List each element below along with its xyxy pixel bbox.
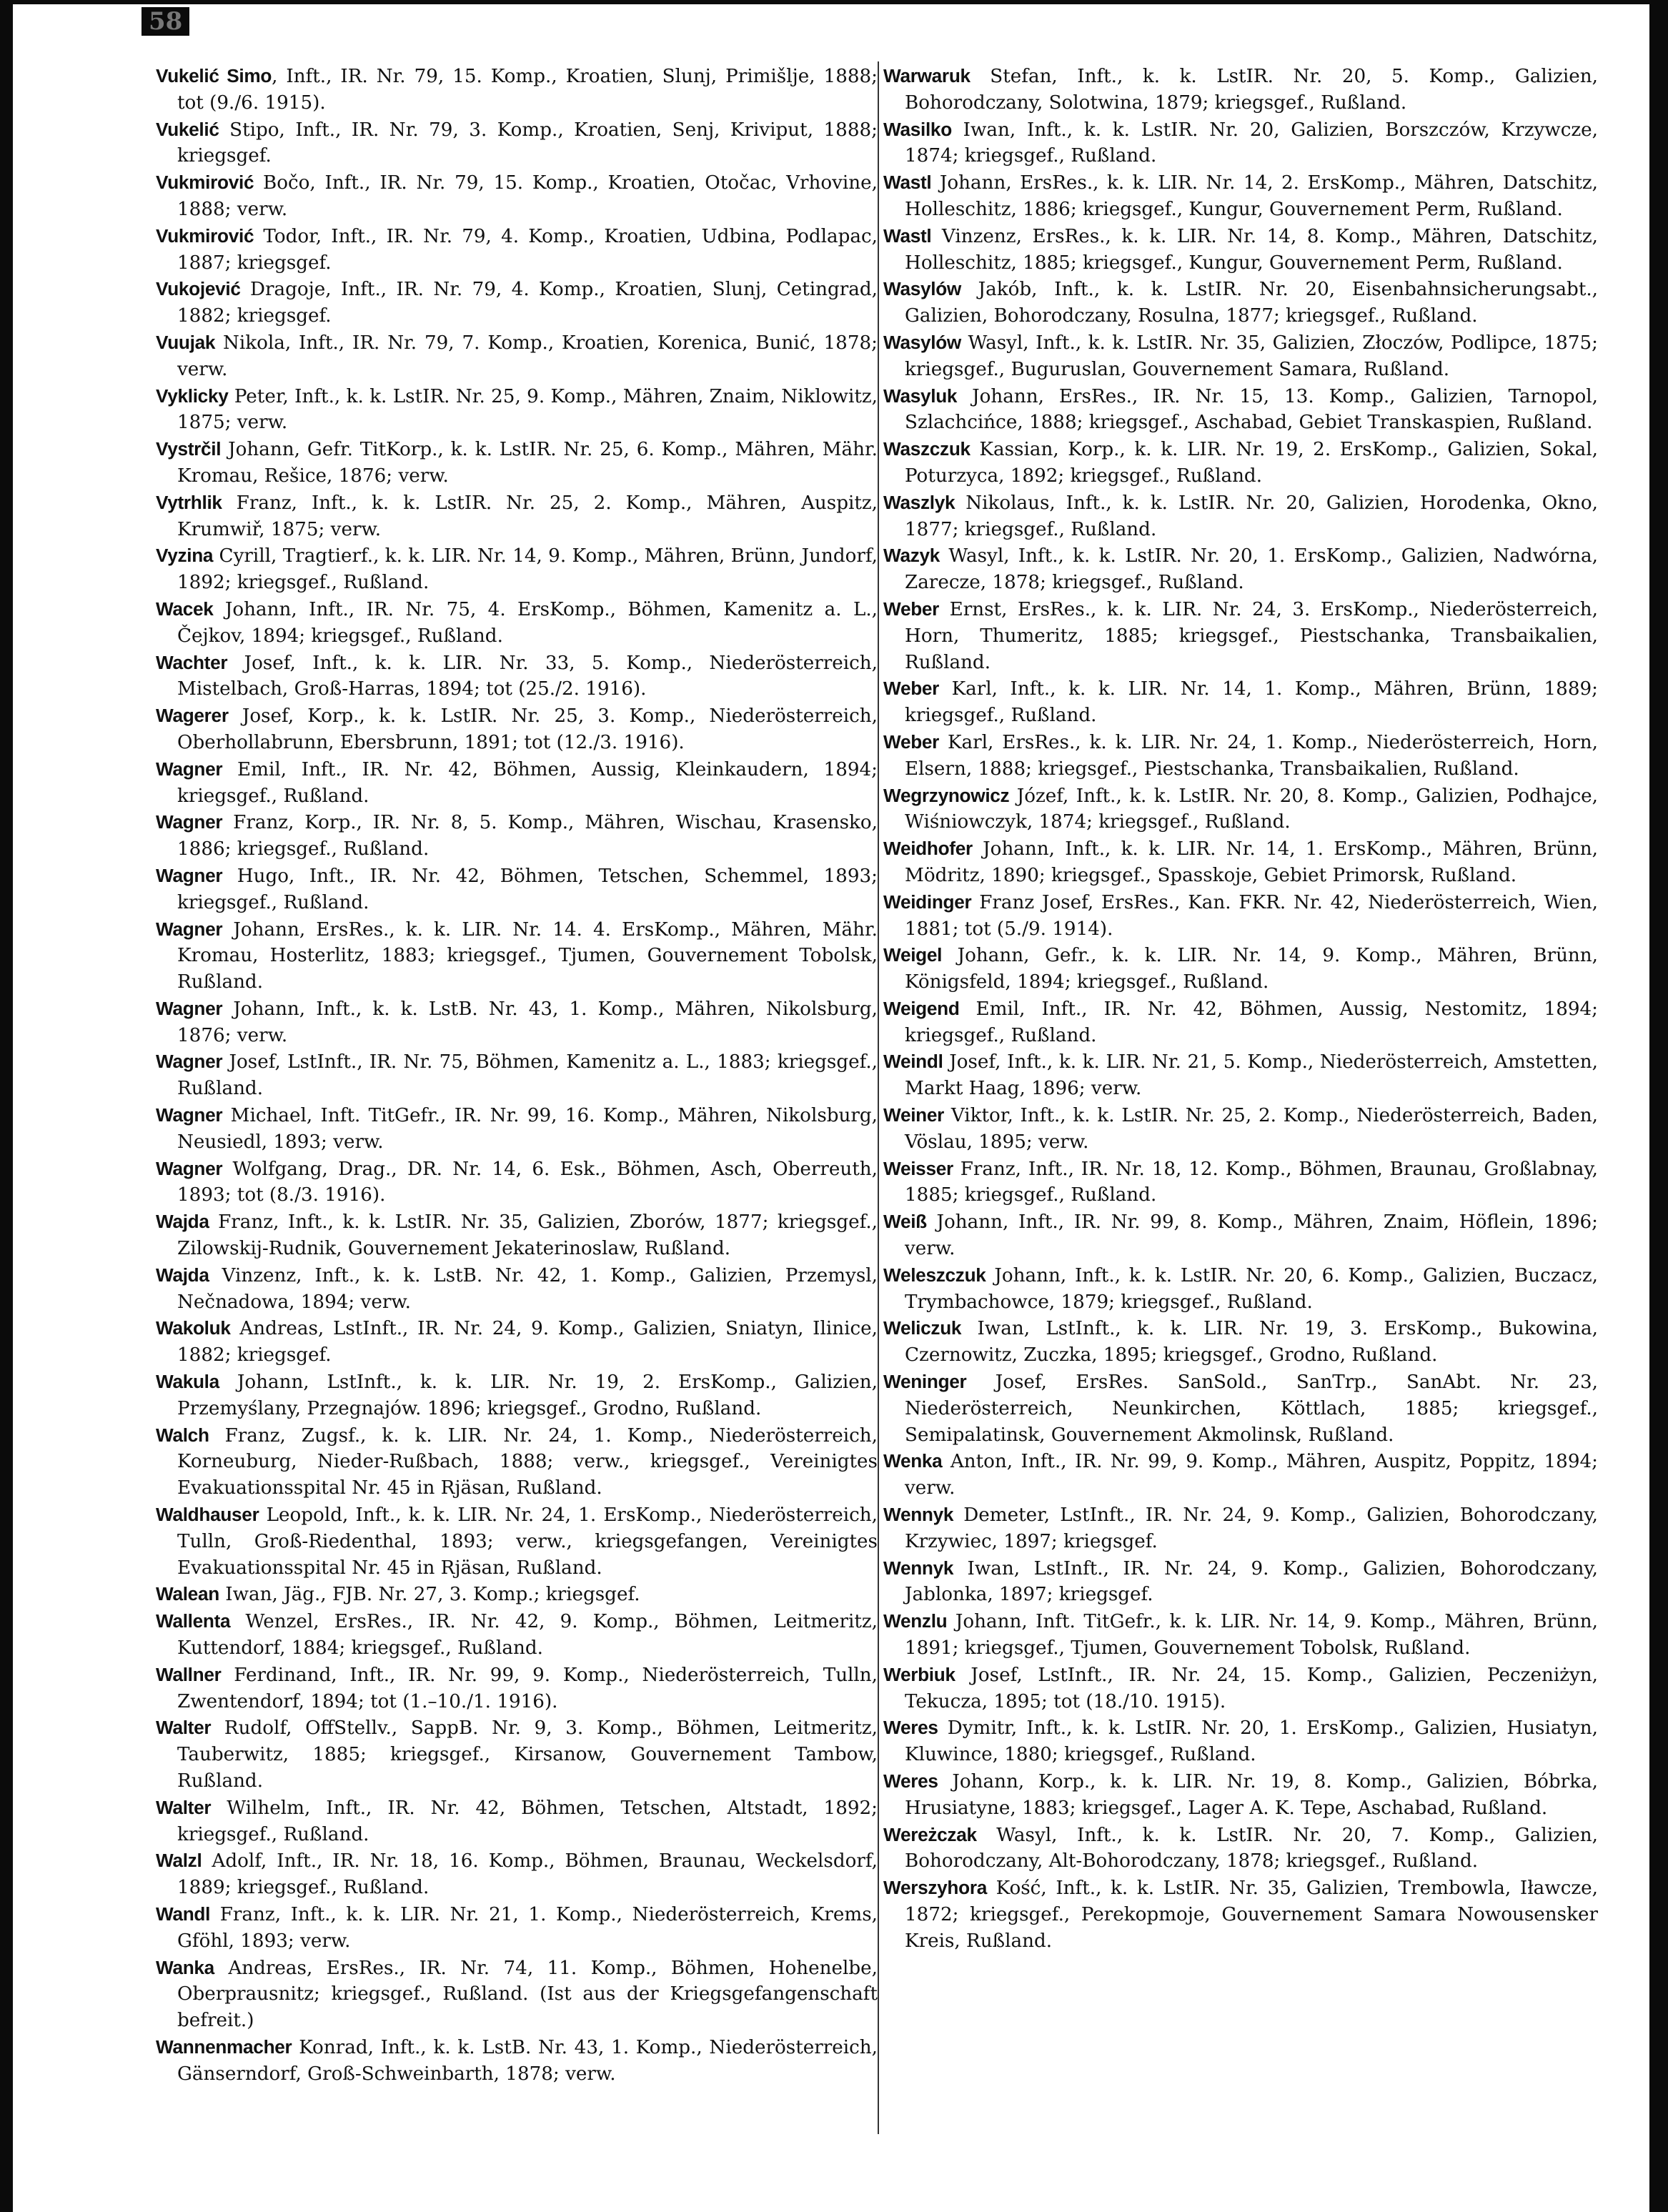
entry-details: Johann, Gefr., k. k. LIR. Nr. 14, 9. Komp., Mähren, Brünn, Königsfeld, 1894; kriegsgef., Rußland. bbox=[905, 945, 1598, 993]
entry-surname: Wajda bbox=[156, 1211, 209, 1233]
entry-surname: Weiner bbox=[883, 1104, 945, 1126]
entry-details: Józef, Inft., k. k. LstIR. Nr. 20, 8. Komp., Galizien, Podhajce, Wiśniowczyk, 1874; kriegsgef., Rußland. bbox=[905, 785, 1598, 833]
entry-details: Johann, Gefr. TitKorp., k. k. LstIR. Nr. 25, 6. Komp., Mähren, Mähr. Kromau, Rešice, 1876; verw. bbox=[177, 439, 878, 487]
list-entry bbox=[156, 276, 878, 329]
list-entry bbox=[883, 436, 1598, 490]
entry-surname: Weigend bbox=[883, 997, 960, 1019]
entry-surname: Weber bbox=[883, 597, 940, 620]
entry-surname: Wegrzynowicz bbox=[883, 784, 1010, 806]
entry-details: Vinzenz, Inft., k. k. LstB. Nr. 42, 1. Komp., Galizien, Przemysl, Nečnadowa, 1894; verw. bbox=[177, 1264, 878, 1313]
entry-details: Johann, Inft., IR. Nr. 99, 8. Komp., Mähren, Znaim, Höflein, 1896; verw. bbox=[905, 1211, 1598, 1260]
list-entry bbox=[883, 942, 1598, 996]
entry-details: Emil, Inft., IR. Nr. 42, Böhmen, Aussig, Nestomitz, 1894; kriegsgef., Rußland. bbox=[905, 998, 1598, 1046]
entry-surname: Weleszczuk bbox=[883, 1264, 986, 1286]
entry-details: Todor, Inft., IR. Nr. 79, 4. Komp., Kroatien, Udbina, Podlapac, 1887; kriegsgef. bbox=[177, 225, 878, 274]
list-entry bbox=[156, 1156, 878, 1209]
entry-details: Cyrill, Tragtierf., k. k. LIR. Nr. 14, 9. Komp., Mähren, Brünn, Jundorf, 1892; kriegsgef., Rußland. bbox=[177, 545, 878, 594]
entry-details: Nikola, Inft., IR. Nr. 79, 7. Komp., Kroatien, Korenica, Bunić, 1878; verw. bbox=[177, 332, 878, 380]
entry-details: Franz, Inft., k. k. LstIR. Nr. 25, 2. Komp., Mähren, Auspitz, Krumwiř, 1875; verw. bbox=[177, 492, 878, 540]
entry-details: Vinzenz, ErsRes., k. k. LIR. Nr. 14, 8. Komp., Mähren, Datschitz, Holleschitz, 1885; kriegsgef., Kungur, Gouvernement Perm, Rußland. bbox=[905, 225, 1598, 274]
entry-surname: Wagner bbox=[156, 758, 223, 780]
entry-surname: Wagner bbox=[156, 918, 223, 940]
list-entry bbox=[156, 1662, 878, 1715]
list-entry bbox=[883, 1875, 1598, 1954]
list-entry bbox=[156, 223, 878, 277]
entry-surname: Wagner bbox=[156, 1157, 223, 1179]
entry-details: Wilhelm, Inft., IR. Nr. 42, Böhmen, Tetschen, Altstadt, 1892; kriegsgef., Rußland. bbox=[177, 1797, 878, 1845]
list-entry bbox=[883, 889, 1598, 943]
list-entry bbox=[883, 1715, 1598, 1768]
entry-details: Franz, Inft., IR. Nr. 18, 12. Komp., Böhmen, Braunau, Großlabnay, 1885; kriegsgef., Rußland. bbox=[905, 1158, 1598, 1206]
entry-surname: Vystrčil bbox=[156, 438, 222, 460]
entry-details: Hugo, Inft., IR. Nr. 42, Böhmen, Tetschen, Schemmel, 1893; kriegsgef., Rußland. bbox=[177, 865, 878, 913]
list-entry bbox=[156, 1955, 878, 2034]
entry-surname: Wennyk bbox=[883, 1504, 954, 1526]
entry-surname: Wandl bbox=[156, 1903, 211, 1925]
list-entry bbox=[883, 490, 1598, 543]
list-entry bbox=[156, 542, 878, 596]
entry-surname: Wastl bbox=[883, 224, 932, 247]
entry-details: Josef, Korp., k. k. LstIR. Nr. 25, 3. Komp., Niederösterreich, Oberhollabrunn, Ebersbrunn, 1891; tot (12./3. 1916). bbox=[177, 705, 878, 753]
entry-surname: Wasyluk bbox=[883, 385, 958, 407]
entry-details: Franz, Korp., IR. Nr. 8, 5. Komp., Mähren, Wischau, Krasensko, 1886; kriegsgef., Rußland. bbox=[177, 812, 878, 861]
list-entry bbox=[156, 1262, 878, 1316]
entry-surname: Werszyhora bbox=[883, 1877, 987, 1899]
entry-details: Adolf, Inft., IR. Nr. 18, 16. Komp., Böhmen, Braunau, Weckelsdorf, 1889; kriegsgef., Rußland. bbox=[177, 1850, 878, 1899]
entry-details: Josef, Inft., k. k. LIR. Nr. 21, 5. Komp., Niederösterreich, Amstetten, Markt Haag, 1896; verw. bbox=[905, 1051, 1598, 1100]
entry-details: Michael, Inft. TitGefr., IR. Nr. 99, 16. Komp., Mähren, Nikolsburg, Neusiedl, 1893; verw. bbox=[177, 1105, 878, 1153]
list-entry bbox=[883, 276, 1598, 329]
entry-surname: Vukmirović bbox=[156, 224, 254, 247]
entry-surname: Walter bbox=[156, 1796, 212, 1818]
entry-details: Leopold, Inft., k. k. LIR. Nr. 24, 1. ErsKomp., Niederösterreich, Tulln, Groß-Riedenthal, 1893; verw., kriegsgefangen, Vereinigtes Evakuationsspital Nr. 45 in Rjäsan, Rußland. bbox=[177, 1504, 878, 1579]
entry-surname: Waszczuk bbox=[883, 438, 970, 460]
column-divider bbox=[878, 61, 879, 2134]
entry-details: Johann, Inft., IR. Nr. 75, 4. ErsKomp., Böhmen, Kamenitz a. L., Čejkov, 1894; kriegsgef., Rußland. bbox=[177, 598, 878, 647]
list-entry bbox=[156, 63, 878, 116]
list-entry bbox=[156, 1715, 878, 1794]
entry-details: Johann, Inft., k. k. LstB. Nr. 43, 1. Komp., Mähren, Nikolsburg, 1876; verw. bbox=[177, 998, 878, 1046]
entry-surname: Wasylów bbox=[883, 331, 961, 353]
list-entry bbox=[156, 436, 878, 490]
entry-surname: Walzl bbox=[156, 1850, 202, 1872]
entry-surname: Weigel bbox=[883, 944, 943, 966]
entry-surname: Wazyk bbox=[883, 545, 940, 567]
entry-details: Wasyl, Inft., k. k. LstIR. Nr. 20, 1. ErsKomp., Galizien, Nadwórna, Zarecze, 1878; kriegsgef., Rußland. bbox=[905, 545, 1598, 594]
entry-details: Kość, Inft., k. k. LstIR. Nr. 35, Galizien, Trembowla, Iławcze, 1872; kriegsgef., Perekopmoje, Gouvernement Samara Nowousensker Kreis, Rußland. bbox=[905, 1878, 1598, 1952]
list-entry bbox=[883, 1209, 1598, 1262]
entry-surname: Waszlyk bbox=[883, 491, 955, 513]
entry-surname: Weiß bbox=[883, 1211, 927, 1233]
entry-surname: Wannenmacher bbox=[156, 2035, 292, 2058]
list-entry bbox=[156, 383, 878, 437]
entry-surname: Weber bbox=[883, 730, 940, 753]
entry-details: Johann, ErsRes., IR. Nr. 15, 13. Komp., Galizien, Tarnopol, Szlachcińce, 1888; kriegsgef., Aschabad, Gebiet Transkaspien, Rußland. bbox=[905, 385, 1598, 434]
entry-surname: Weres bbox=[883, 1717, 938, 1739]
entry-surname: Weninger bbox=[883, 1371, 967, 1393]
entry-surname: Wagner bbox=[156, 1051, 223, 1073]
left-column bbox=[156, 63, 878, 2088]
entry-details: Franz, Inft., k. k. LstIR. Nr. 35, Galizien, Zborów, 1877; kriegsgef., Zilowskij-Rudnik, Gouvernement Jekaterinoslaw, Rußland. bbox=[177, 1211, 878, 1260]
entry-surname: Vukojević bbox=[156, 278, 241, 300]
list-entry bbox=[156, 703, 878, 756]
entry-details: Iwan, LstInft., IR. Nr. 24, 9. Komp., Galizien, Bohorodczany, Jablonka, 1897; kriegsgef. bbox=[905, 1557, 1598, 1606]
list-entry bbox=[883, 1448, 1598, 1502]
entry-details: Wolfgang, Drag., DR. Nr. 14, 6. Esk., Böhmen, Asch, Oberreuth, 1893; tot (8./3. 1916). bbox=[177, 1158, 878, 1206]
entry-details: Franz, Inft., k. k. LIR. Nr. 21, 1. Komp., Niederösterreich, Krems, Gföhl, 1893; verw. bbox=[177, 1903, 878, 1952]
entry-surname: Vyzina bbox=[156, 545, 214, 567]
entry-surname: Wereżczak bbox=[883, 1823, 977, 1845]
list-entry bbox=[883, 675, 1598, 729]
entry-surname: Weliczuk bbox=[883, 1317, 962, 1339]
entry-surname: Walean bbox=[156, 1583, 219, 1605]
entry-details: Ernst, ErsRes., k. k. LIR. Nr. 24, 3. ErsKomp., Niederösterreich, Horn, Thumeritz, 1885; kriegsgef., Piestschanka, Transbaikalien, Rußland. bbox=[905, 598, 1598, 673]
entry-details: Andreas, LstInft., IR. Nr. 24, 9. Komp., Galizien, Sniatyn, Ilinice, 1882; kriegsgef. bbox=[177, 1318, 878, 1367]
entry-surname: Wasylów bbox=[883, 278, 961, 300]
entry-details: Kassian, Korp., k. k. LIR. Nr. 19, 2. ErsKomp., Galizien, Sokal, Poturzyca, 1892; kriegsgef., Rußland. bbox=[905, 439, 1598, 487]
entry-surname: Wenka bbox=[883, 1450, 943, 1472]
entry-surname: Werbiuk bbox=[883, 1663, 955, 1685]
list-entry bbox=[883, 383, 1598, 437]
entry-details: Nikolaus, Inft., k. k. LstIR. Nr. 20, Galizien, Horodenka, Okno, 1877; kriegsgef., Rußland. bbox=[905, 492, 1598, 540]
list-entry bbox=[883, 1502, 1598, 1555]
list-entry bbox=[156, 1901, 878, 1955]
list-entry bbox=[883, 1555, 1598, 1609]
list-entry bbox=[883, 1262, 1598, 1316]
entry-surname: Wallenta bbox=[156, 1610, 231, 1632]
entry-details: Johann, ErsRes., k. k. LIR. Nr. 14, 2. ErsKomp., Mähren, Datschitz, Holleschitz, 1886; kriegsgef., Kungur, Gouvernement Perm, Rußland. bbox=[905, 172, 1598, 220]
entry-details: Karl, Inft., k. k. LIR. Nr. 14, 1. Komp., Mähren, Brünn, 1889; kriegsgef., Rußland. bbox=[905, 678, 1598, 727]
entry-surname: Weindl bbox=[883, 1051, 943, 1073]
list-entry bbox=[883, 169, 1598, 223]
entry-surname: Weisser bbox=[883, 1157, 953, 1179]
list-entry bbox=[883, 1822, 1598, 1875]
entry-surname: Vuujak bbox=[156, 331, 216, 353]
list-entry bbox=[883, 783, 1598, 836]
entry-surname: Weidhofer bbox=[883, 838, 973, 860]
entry-surname: Walch bbox=[156, 1424, 209, 1446]
list-entry bbox=[156, 1102, 878, 1156]
list-entry bbox=[156, 1795, 878, 1848]
list-entry bbox=[883, 1662, 1598, 1715]
list-entry bbox=[156, 1581, 878, 1608]
entry-surname: Vukmirović bbox=[156, 172, 254, 194]
list-entry bbox=[156, 1848, 878, 1901]
entry-surname: Vukelić bbox=[156, 118, 219, 140]
list-entry bbox=[883, 996, 1598, 1049]
list-entry bbox=[156, 329, 878, 383]
entry-details: Franz, Zugsf., k. k. LIR. Nr. 24, 1. Komp., Niederösterreich, Korneuburg, Nieder-Rußbach, 1888; verw., kriegsgef., Vereinigtes Evakuationsspital Nr. 45 in Rjäsan, Rußland. bbox=[177, 1424, 878, 1499]
entry-surname: Weres bbox=[883, 1770, 938, 1792]
list-entry bbox=[883, 1369, 1598, 1448]
page-number: 58 bbox=[142, 7, 189, 36]
list-entry bbox=[156, 1608, 878, 1662]
entry-details: Iwan, LstInft., k. k. LIR. Nr. 19, 3. ErsKomp., Bukowina, Czernowitz, Zuczka, 1895; kriegsgef., Grodno, Rußland. bbox=[905, 1318, 1598, 1367]
list-entry bbox=[156, 116, 878, 170]
entry-details: Iwan, Jäg., FJB. Nr. 27, 3. Komp.; kriegsgef. bbox=[219, 1584, 640, 1606]
list-entry bbox=[883, 1608, 1598, 1662]
entry-details: Josef, ErsRes. SanSold., SanTrp., SanAbt. Nr. 23, Niederösterreich, Neunkirchen, Köttlach, 1885; kriegsgef., Semipalatinsk, Gouvernement Akmolinsk, Rußland. bbox=[905, 1372, 1598, 1446]
entry-surname: Vytrhlik bbox=[156, 491, 222, 513]
list-entry bbox=[883, 542, 1598, 596]
entry-details: Peter, Inft., k. k. LstIR. Nr. 25, 9. Komp., Mähren, Znaim, Niklowitz, 1875; verw. bbox=[177, 385, 878, 434]
entry-details: Bočo, Inft., IR. Nr. 79, 15. Komp., Kroatien, Otočac, Vrhovine, 1888; verw. bbox=[177, 172, 878, 220]
entry-details: Stefan, Inft., k. k. LstIR. Nr. 20, 5. Komp., Galizien, Bohorodczany, Solotwina, 1879; kriegsgef., Rußland. bbox=[905, 66, 1598, 114]
entry-details: Wenzel, ErsRes., IR. Nr. 42, 9. Komp., Böhmen, Leitmeritz, Kuttendorf, 1884; kriegsgef., Rußland. bbox=[177, 1611, 878, 1660]
list-entry bbox=[156, 1422, 878, 1502]
list-entry bbox=[156, 1315, 878, 1369]
list-entry bbox=[156, 809, 878, 863]
list-entry bbox=[883, 1156, 1598, 1209]
entry-details: Anton, Inft., IR. Nr. 99, 9. Komp., Mähren, Auspitz, Poppitz, 1894; verw. bbox=[905, 1451, 1598, 1499]
entry-surname: Wacek bbox=[156, 597, 214, 620]
entry-surname: Wagner bbox=[156, 811, 223, 833]
list-entry bbox=[156, 1209, 878, 1262]
entry-details: Rudolf, OffStellv., SappB. Nr. 9, 3. Komp., Böhmen, Leitmeritz, Tauberwitz, 1885; kriegsgef., Kirsanow, Gouvernement Tambow, Rußland. bbox=[177, 1717, 878, 1792]
list-entry bbox=[156, 756, 878, 810]
list-entry bbox=[883, 116, 1598, 170]
entry-details: Emil, Inft., IR. Nr. 42, Böhmen, Aussig, Kleinkaudern, 1894; kriegsgef., Rußland. bbox=[177, 758, 878, 807]
entry-surname: Waldhauser bbox=[156, 1504, 259, 1526]
entry-surname: Wagerer bbox=[156, 705, 229, 727]
list-entry bbox=[156, 2034, 878, 2088]
entry-details: Wasyl, Inft., k. k. LstIR. Nr. 20, 7. Komp., Galizien, Bohorodczany, Alt-Bohorodczany, 1878; kriegsgef., Rußland. bbox=[905, 1824, 1598, 1873]
list-entry bbox=[156, 916, 878, 996]
entry-details: Demeter, LstInft., IR. Nr. 24, 9. Komp., Galizien, Bohorodczany, Krzywiec, 1897; kriegsgef. bbox=[905, 1504, 1598, 1552]
list-entry bbox=[156, 596, 878, 650]
list-entry bbox=[156, 490, 878, 543]
entry-surname: Weber bbox=[883, 678, 940, 700]
list-entry bbox=[883, 596, 1598, 675]
list-entry bbox=[156, 996, 878, 1049]
entry-details: Wasyl, Inft., k. k. LstIR. Nr. 35, Galizien, Złoczów, Podlipce, 1875; kriegsgef., Buguruslan, Gouvernement Samara, Rußland. bbox=[905, 332, 1598, 380]
entry-details: Johann, Korp., k. k. LIR. Nr. 19, 8. Komp., Galizien, Bóbrka, Hrusiatyne, 1883; kriegsgef., Lager A. K. Tepe, Aschabad, Rußland. bbox=[905, 1771, 1598, 1819]
entry-details: Dragoje, Inft., IR. Nr. 79, 4. Komp., Kroatien, Slunj, Cetingrad, 1882; kriegsgef. bbox=[177, 279, 878, 327]
entry-surname: Wasilko bbox=[883, 118, 952, 140]
entry-details: Iwan, Inft., k. k. LstIR. Nr. 20, Galizien, Borszczów, Krzywcze, 1874; kriegsgef., Rußland. bbox=[905, 119, 1598, 167]
entry-surname: Vukelić Simo bbox=[156, 65, 272, 86]
entry-surname: Wachter bbox=[156, 651, 228, 673]
entry-surname: Wakula bbox=[156, 1371, 219, 1393]
list-entry bbox=[883, 1048, 1598, 1102]
entry-details: Dymitr, Inft., k. k. LstIR. Nr. 20, 1. ErsKomp., Galizien, Husiatyn, Kluwince, 1880; kriegsgef., Rußland. bbox=[905, 1717, 1598, 1766]
entry-details: Jakób, Inft., k. k. LstIR. Nr. 20, Eisenbahnsicherungsabt., Galizien, Bohorodczany, Rosulna, 1877; kriegsgef., Rußland. bbox=[905, 279, 1598, 327]
list-entry bbox=[883, 1315, 1598, 1369]
list-entry bbox=[883, 729, 1598, 783]
entry-details: Johann, Inft. TitGefr., k. k. LIR. Nr. 14, 9. Komp., Mähren, Brünn, 1891; kriegsgef., Tjumen, Gouvernement Tobolsk, Rußland. bbox=[905, 1611, 1598, 1660]
list-entry bbox=[883, 835, 1598, 889]
list-entry bbox=[156, 1369, 878, 1422]
list-entry bbox=[883, 1768, 1598, 1822]
entry-details: , Inft., IR. Nr. 79, 15. Komp., Kroatien, Slunj, Primišlje, 1888; tot (9./6. 1915). bbox=[177, 66, 878, 114]
entry-details: Josef, LstInft., IR. Nr. 75, Böhmen, Kamenitz a. L., 1883; kriegsgef., Rußland. bbox=[177, 1051, 878, 1100]
entry-surname: Wastl bbox=[883, 172, 932, 194]
entry-surname: Wennyk bbox=[883, 1557, 954, 1579]
entry-surname: Wanka bbox=[156, 1956, 214, 1978]
list-entry bbox=[156, 1502, 878, 1581]
entry-surname: Wagner bbox=[156, 864, 223, 886]
list-entry bbox=[883, 329, 1598, 383]
list-entry bbox=[883, 1102, 1598, 1156]
entry-details: Stipo, Inft., IR. Nr. 79, 3. Komp., Kroatien, Senj, Kriviput, 1888; kriegsgef. bbox=[177, 119, 878, 167]
entry-details: Johann, Inft., k. k. LstIR. Nr. 20, 6. Komp., Galizien, Buczacz, Trymbachowce, 1879; kriegsgef., Rußland. bbox=[905, 1264, 1598, 1313]
entry-surname: Wajda bbox=[156, 1264, 209, 1286]
entry-surname: Walter bbox=[156, 1717, 212, 1739]
entry-details: Josef, LstInft., IR. Nr. 24, 15. Komp., Galizien, Peczeniżyn, Tekucza, 1895; tot (18./10. 1915). bbox=[905, 1664, 1598, 1712]
entry-surname: Vyklicky bbox=[156, 385, 229, 407]
entry-details: Johann, Inft., k. k. LIR. Nr. 14, 1. ErsKomp., Mähren, Brünn, Mödritz, 1890; kriegsgef., Spasskoje, Gebiet Primorsk, Rußland. bbox=[905, 838, 1598, 886]
entry-details: Konrad, Inft., k. k. LstB. Nr. 43, 1. Komp., Niederösterreich, Gänserndorf, Groß-Schweinbarth, 1878; verw. bbox=[177, 2036, 878, 2085]
entry-surname: Wenzlu bbox=[883, 1610, 948, 1632]
entry-details: Karl, ErsRes., k. k. LIR. Nr. 24, 1. Komp., Niederösterreich, Horn, Elsern, 1888; kriegsgef., Piestschanka, Transbaikalien, Rußland. bbox=[905, 731, 1598, 780]
entry-details: Josef, Inft., k. k. LIR. Nr. 33, 5. Komp., Niederösterreich, Mistelbach, Groß-Harras, 1894; tot (25./2. 1916). bbox=[177, 652, 878, 700]
list-entry bbox=[156, 1048, 878, 1102]
entry-surname: Weidinger bbox=[883, 891, 972, 913]
entry-surname: Wakoluk bbox=[156, 1317, 231, 1339]
list-entry bbox=[156, 650, 878, 703]
entry-surname: Wallner bbox=[156, 1663, 222, 1685]
entry-surname: Wagner bbox=[156, 1104, 223, 1126]
list-entry bbox=[883, 223, 1598, 277]
entry-details: Franz Josef, ErsRes., Kan. FKR. Nr. 42, Niederösterreich, Wien, 1881; tot (5./9. 1914). bbox=[905, 891, 1598, 940]
list-entry bbox=[883, 63, 1598, 116]
entry-details: Viktor, Inft., k. k. LstIR. Nr. 25, 2. Komp., Niederösterreich, Baden, Vöslau, 1895; verw. bbox=[905, 1105, 1598, 1153]
list-entry bbox=[156, 169, 878, 223]
list-entry bbox=[156, 863, 878, 916]
right-column bbox=[883, 63, 1598, 1955]
entry-details: Johann, LstInft., k. k. LIR. Nr. 19, 2. ErsKomp., Galizien, Przemyślany, Przegnajów. 1896; kriegsgef., Grodno, Rußland. bbox=[177, 1372, 878, 1419]
entry-details: Ferdinand, Inft., IR. Nr. 99, 9. Komp., Niederösterreich, Tulln, Zwentendorf, 1894; tot (1.–10./1. 1916). bbox=[177, 1664, 878, 1712]
entry-details: Johann, ErsRes., k. k. LIR. Nr. 14. 4. ErsKomp., Mähren, Mähr. Kromau, Hosterlitz, 1883; kriegsgef., Tjumen, Gouvernement Tobolsk, Rußland. bbox=[177, 918, 878, 993]
entry-details: Andreas, ErsRes., IR. Nr. 74, 11. Komp., Böhmen, Hohenelbe, Oberprausnitz; kriegsgef., Rußland. (Ist aus der Kriegsgefangenschaft befreit.) bbox=[177, 1957, 878, 2032]
entry-surname: Wagner bbox=[156, 997, 223, 1019]
entry-surname: Warwaruk bbox=[883, 65, 970, 86]
